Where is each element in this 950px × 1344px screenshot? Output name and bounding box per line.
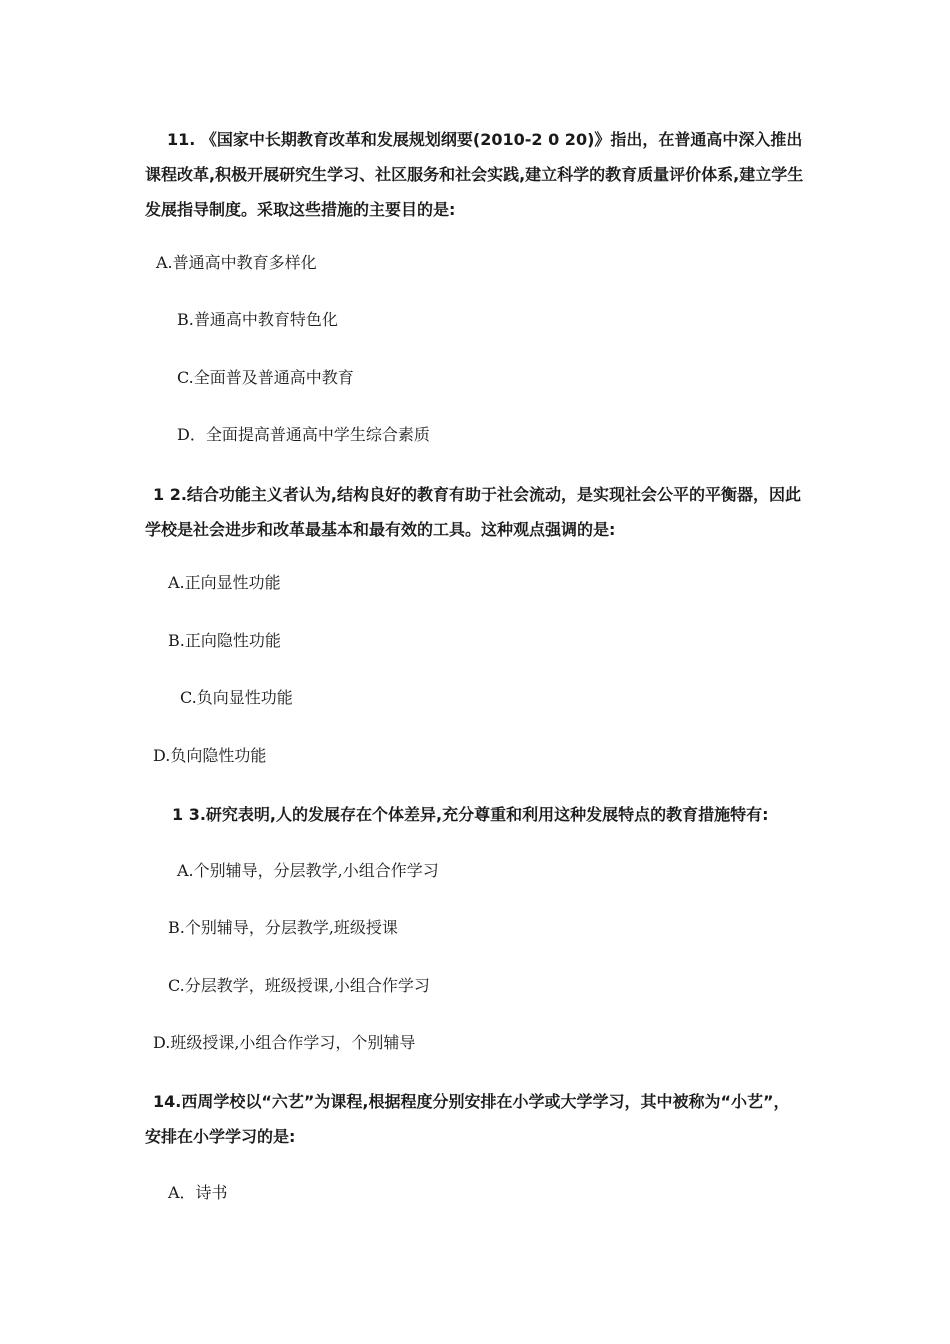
question-11-option-b: B.普通高中教育特色化 <box>177 310 338 329</box>
question-12-option-c: C.负向显性功能 <box>180 688 293 707</box>
question-12-option-d: D.负向隐性功能 <box>153 746 267 765</box>
question-11-option-a: A.普通高中教育多样化 <box>156 253 317 272</box>
question-13-option-d: D.班级授课,小组合作学习，个别辅导 <box>153 1033 416 1052</box>
question-14-option-a: A．诗书 <box>168 1183 228 1202</box>
question-13-stem: 1 3.研究表明,人的发展存在个体差异,充分尊重和利用这种发展特点的教育措施特有: <box>172 805 769 824</box>
question-14-stem: 14.西周学校以“六艺”为课程,根据程度分别安排在小学或大学学习，其中被称为“小艺”，安排在小学学习的是: <box>145 1092 790 1146</box>
question-12-stem: 1 2.结合功能主义者认为,结构良好的教育有助于社会流动，是实现社会公平的平衡器，因此学校是社会进步和改革最基本和最有效的工具。这种观点强调的是: <box>145 485 801 539</box>
question-11-option-c: C.全面普及普通高中教育 <box>177 368 354 387</box>
question-13-option-a: A.个别辅导，分层教学,小组合作学习 <box>177 861 439 880</box>
question-12-option-b: B.正向隐性功能 <box>168 631 281 650</box>
question-13-option-b: B.个别辅导，分层教学,班级授课 <box>168 918 398 937</box>
question-11-option-d: D．全面提高普通高中学生综合素质 <box>177 425 430 444</box>
question-13-option-c: C.分层教学，班级授课,小组合作学习 <box>168 976 430 995</box>
question-11-stem: 11. 《国家中长期教育改革和发展规划纲要(2010-2 0 20)》指出，在普通高中深入推出课程改革,积极开展研究生学习、社区服务和社会实践,建立科学的教育质量评价体系,建立学生发展指导制度。采取这些措施的主要目的是: <box>145 130 804 219</box>
question-12-option-a: A.正向显性功能 <box>168 573 281 592</box>
